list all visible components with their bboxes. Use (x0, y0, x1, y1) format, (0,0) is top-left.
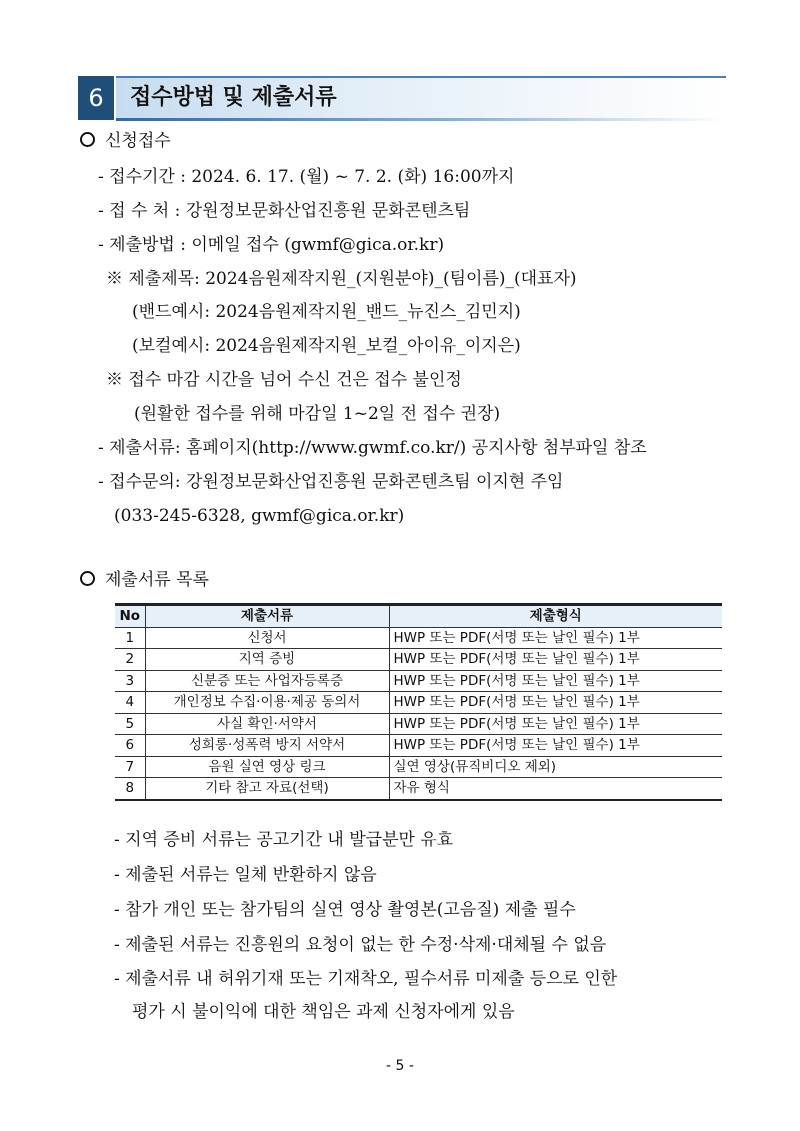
section-number: 6 (78, 76, 114, 120)
table-row (115, 627, 722, 649)
row-number: 4 (115, 692, 145, 714)
table-row (115, 756, 722, 778)
row-number: 8 (115, 778, 145, 800)
document-format: HWP 또는 PDF(서명 또는 날인 필수) 1부 (389, 713, 722, 735)
table-row (115, 778, 722, 800)
apply-deadline-advice: (원활한 접수를 위해 마감일 1~2일 전 접수 권장) (134, 404, 501, 424)
table-row (115, 713, 722, 735)
document-format: HWP 또는 PDF(서명 또는 날인 필수) 1부 (389, 670, 722, 692)
apply-heading-text: 신청접수 (105, 131, 171, 151)
document-format: 자유 형식 (389, 778, 722, 800)
row-number: 2 (115, 649, 145, 671)
document-name: 사실 확인·서약서 (145, 713, 389, 735)
column-header: 제출형식 (389, 605, 722, 628)
document-name: 기타 참고 자료(선택) (145, 778, 389, 800)
row-number: 3 (115, 670, 145, 692)
table-row (115, 670, 722, 692)
document-format: HWP 또는 PDF(서명 또는 날인 필수) 1부 (389, 627, 722, 649)
apply-subject-note: ※ 제출제목: 2024음원제작지원_(지원분야)_(팀이름)_(대표자) (106, 269, 577, 289)
row-number: 5 (115, 713, 145, 735)
document-format: 실연 영상(뮤직비디오 제외) (389, 756, 722, 778)
docs-table (115, 603, 722, 801)
document-name: 개인정보 수집·이용·제공 동의서 (145, 692, 389, 714)
column-header: 제출서류 (145, 605, 389, 628)
column-header: No (115, 605, 145, 628)
note-no-return: - 제출된 서류는 일체 반환하지 않음 (114, 865, 377, 885)
apply-place: - 접 수 처 : 강원정보문화산업진흥원 문화콘텐츠팀 (98, 201, 471, 221)
table-header-row (115, 605, 722, 628)
table-row (115, 692, 722, 714)
apply-inquiry: - 접수문의: 강원정보문화산업진흥원 문화콘텐츠팀 이지현 주임 (98, 472, 564, 492)
note-responsibility: 평가 시 불이익에 대한 책임은 과제 신청자에게 있음 (132, 1002, 515, 1022)
apply-inquiry-contact: (033-245-6328, gwmf@gica.or.kr) (114, 506, 405, 526)
document-name: 음원 실연 영상 링크 (145, 756, 389, 778)
apply-band-example: (밴드예시: 2024음원제작지원_밴드_뉴진스_김민지) (132, 302, 521, 322)
document-name: 신분증 또는 사업자등록증 (145, 670, 389, 692)
document-name: 성희롱·성폭력 방지 서약서 (145, 735, 389, 757)
circle-bullet-icon (80, 571, 95, 586)
apply-documents: - 제출서류: 홈페이지(http://www.gwmf.co.kr/) 공지사항 첨부파일 참조 (98, 438, 647, 458)
document-format: HWP 또는 PDF(서명 또는 날인 필수) 1부 (389, 692, 722, 714)
apply-method: - 제출방법 : 이메일 접수 (gwmf@gica.or.kr) (98, 235, 445, 255)
apply-deadline-note: ※ 접수 마감 시간을 넘어 수신 건은 접수 불인정 (106, 370, 462, 390)
note-false-statement: - 제출서류 내 허위기재 또는 기재착오, 필수서류 미제출 등으로 인한 (114, 969, 618, 989)
row-number: 1 (115, 627, 145, 649)
table-row (115, 649, 722, 671)
section-header-underline (116, 118, 726, 121)
apply-heading (80, 129, 171, 153)
note-no-modification: - 제출된 서류는 진흥원의 요청이 없는 한 수정·삭제·대체될 수 없음 (114, 935, 607, 955)
note-video-required: - 참가 개인 또는 참가팀의 실연 영상 촬영본(고음질) 제출 필수 (114, 900, 576, 920)
section-title: 접수방법 및 제출서류 (130, 85, 337, 110)
note-region-proof: - 지역 증비 서류는 공고기간 내 발급분만 유효 (114, 830, 454, 850)
document-name: 지역 증빙 (145, 649, 389, 671)
page-number: - 5 - (386, 1058, 414, 1074)
circle-bullet-icon (80, 132, 95, 147)
row-number: 6 (115, 735, 145, 757)
document-format: HWP 또는 PDF(서명 또는 날인 필수) 1부 (389, 735, 722, 757)
document-format: HWP 또는 PDF(서명 또는 날인 필수) 1부 (389, 649, 722, 671)
docs-heading-text: 제출서류 목록 (105, 570, 209, 590)
table-row (115, 735, 722, 757)
apply-vocal-example: (보컬예시: 2024음원제작지원_보컬_아이유_이지은) (132, 336, 521, 356)
row-number: 7 (115, 756, 145, 778)
apply-period: - 접수기간 : 2024. 6. 17. (월) ~ 7. 2. (화) 16:00까지 (98, 167, 515, 187)
document-name: 신청서 (145, 627, 389, 649)
docs-heading (80, 568, 209, 592)
